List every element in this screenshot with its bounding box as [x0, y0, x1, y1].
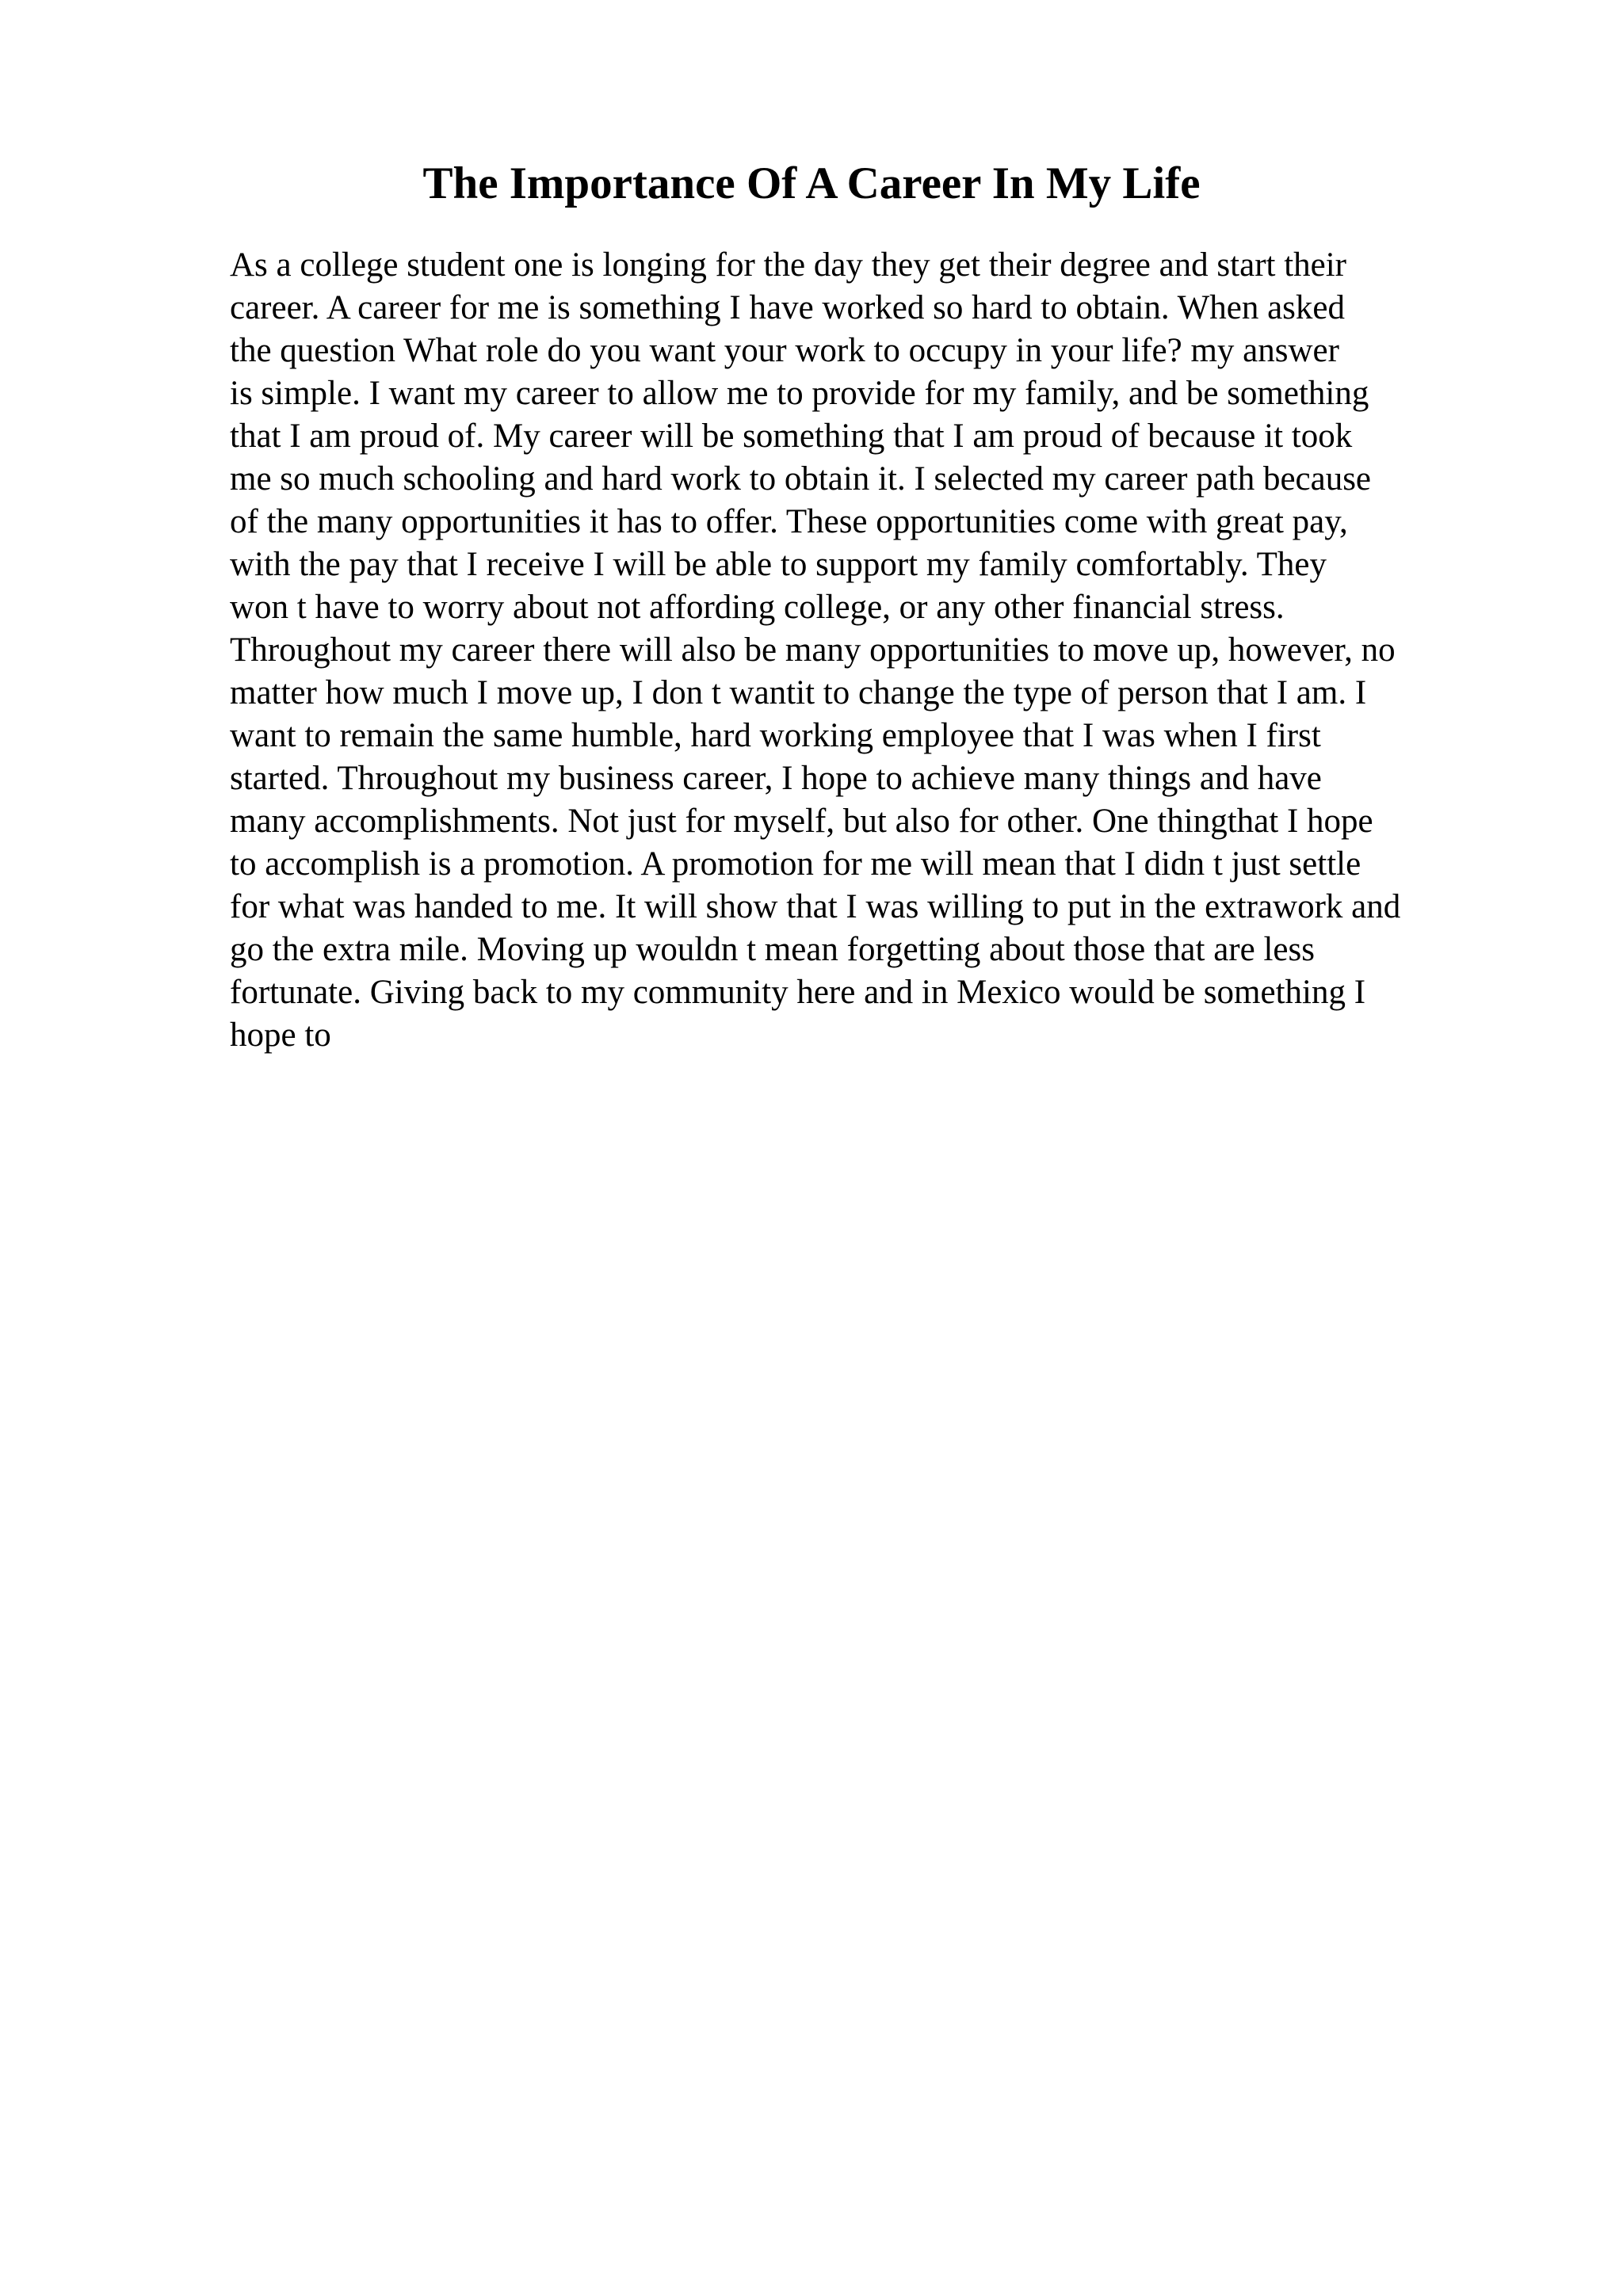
text-line: of the many opportunities it has to offer. These opportunities come with great pay,: [230, 503, 1348, 540]
text-line: Throughout my career there will also be many opportunities to move up, however, no: [230, 631, 1396, 669]
text-line: many accomplishments. Not just for myself, but also for other. One thingthat I hope: [230, 803, 1373, 840]
text-line: won t have to worry about not affording college, or any other financial stress.: [230, 589, 1285, 626]
text-line: want to remain the same humble, hard working employee that I was when I first: [230, 717, 1321, 754]
text-line: hope to: [230, 1016, 331, 1054]
essay-body: [230, 244, 1529, 1057]
text-line: that I am proud of. My career will be something that I am proud of because it took: [230, 418, 1353, 455]
document-title: The Importance Of A Career In My Life: [422, 158, 1201, 208]
text-line: fortunate. Giving back to my community here and in Mexico would be something I: [230, 974, 1366, 1011]
text-line: me so much schooling and hard work to obtain it. I selected my career path because: [230, 460, 1372, 498]
text-line: is simple. I want my career to allow me to provide for my family, and be something: [230, 375, 1369, 412]
text-line: for what was handed to me. It will show that I was willing to put in the extrawork and: [230, 888, 1401, 925]
text-line: career. A career for me is something I have worked so hard to obtain. When asked: [230, 289, 1345, 326]
text-line: As a college student one is longing for the day they get their degree and start their: [230, 246, 1347, 284]
text-line: the question What role do you want your work to occupy in your life? my answer: [230, 332, 1339, 369]
text-line: with the pay that I receive I will be able to support my family comfortably. They: [230, 546, 1327, 583]
text-line: started. Throughout my business career, I hope to achieve many things and have: [230, 760, 1322, 797]
text-line: go the extra mile. Moving up wouldn t mean forgetting about those that are less: [230, 931, 1315, 968]
text-line: matter how much I move up, I don t wantit to change the type of person that I am. I: [230, 674, 1367, 711]
text-line: to accomplish is a promotion. A promotion for me will mean that I didn t just settle: [230, 845, 1361, 883]
